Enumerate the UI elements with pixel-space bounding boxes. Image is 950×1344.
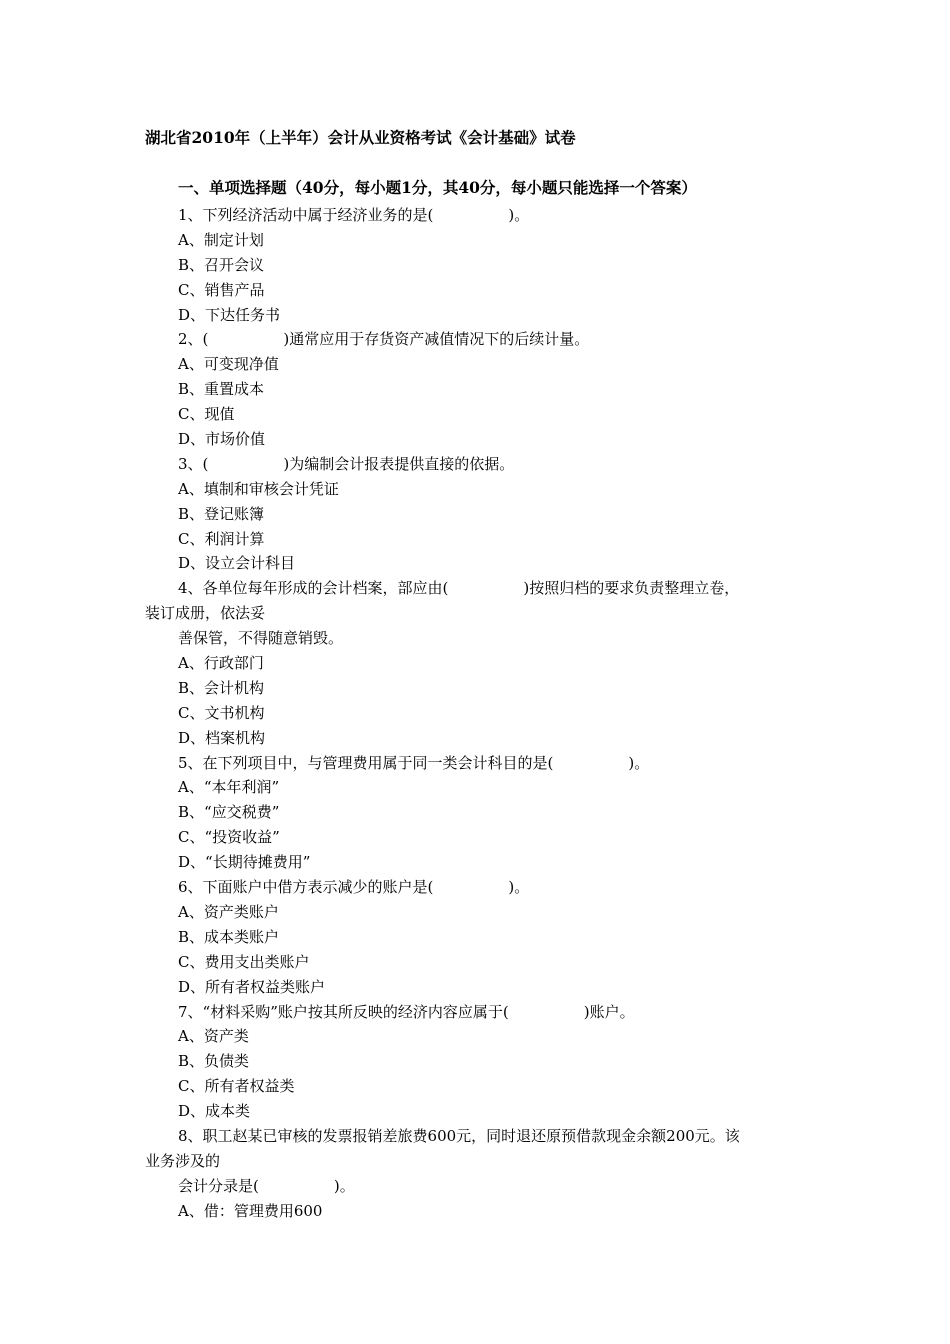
question-text-continued: 装订成册，依法妥	[145, 604, 266, 623]
answer-option: A、资产类	[178, 1027, 249, 1046]
document-title: 湖北省2010年（上半年）会计从业资格考试《会计基础》试卷	[145, 128, 576, 147]
question-text: 3、( )为编制会计报表提供直接的依据。	[178, 454, 515, 473]
answer-option: C、利润计算	[178, 529, 265, 548]
answer-option: D、档案机构	[178, 728, 266, 747]
answer-option: C、费用支出类账户	[178, 952, 310, 971]
question-text-continued: 善保管，不得随意销毁。	[178, 629, 344, 648]
question-text: 4、各单位每年形成的会计档案，部应由( )按照归档的要求负责整理立卷，	[178, 579, 740, 598]
answer-option: C、销售产品	[178, 280, 265, 299]
question-text: 6、下面账户中借方表示减少的账户是( )。	[178, 878, 530, 897]
answer-option: A、制定计划	[178, 230, 264, 249]
answer-option: B、会计机构	[178, 678, 265, 697]
answer-option: A、填制和审核会计凭证	[178, 479, 339, 498]
question-text: 5、在下列项目中，与管理费用属于同一类会计科目的是( )。	[178, 753, 650, 772]
answer-option: A、借：管理费用600	[178, 1201, 323, 1220]
answer-option: A、“本年利润”	[178, 778, 280, 797]
question-list	[145, 203, 810, 1224]
question-text: 7、“材料采购”账户按其所反映的经济内容应属于( )账户。	[178, 1002, 635, 1021]
answer-option: B、负债类	[178, 1052, 250, 1071]
answer-option: B、成本类账户	[178, 927, 280, 946]
answer-option: B、重置成本	[178, 380, 265, 399]
answer-option: B、登记账簿	[178, 504, 265, 523]
answer-option: C、所有者权益类	[178, 1077, 295, 1096]
answer-option: C、“投资收益”	[178, 828, 280, 847]
answer-option: D、所有者权益类账户	[178, 977, 326, 996]
answer-option: A、可变现净值	[178, 355, 279, 374]
question-text: 1、下列经济活动中属于经济业务的是( )。	[178, 206, 530, 224]
answer-option: A、行政部门	[178, 654, 264, 673]
answer-option: D、成本类	[178, 1102, 251, 1121]
answer-option: D、市场价值	[178, 430, 266, 449]
question-text-continued: 会计分录是( )。	[178, 1176, 355, 1195]
question-text: 8、职工赵某已审核的发票报销差旅费600元，同时退还原预借款现金余额200元。该	[178, 1126, 740, 1145]
question-text: 2、( )通常应用于存货资产减值情况下的后续计量。	[178, 330, 590, 349]
answer-option: C、文书机构	[178, 703, 265, 722]
section-heading: 一、单项选择题（40分，每小题1分，其40分，每小题只能选择一个答案）	[178, 178, 697, 197]
answer-option: B、召开会议	[178, 255, 265, 274]
question-text-continued: 业务涉及的	[145, 1151, 221, 1170]
answer-option: D、设立会计科目	[178, 554, 296, 573]
answer-option: C、现值	[178, 405, 235, 424]
answer-option: A、资产类账户	[178, 902, 279, 921]
answer-option: B、“应交税费”	[178, 803, 280, 822]
answer-option: D、“长期待摊费用”	[178, 853, 311, 872]
answer-option: D、下达任务书	[178, 305, 281, 324]
